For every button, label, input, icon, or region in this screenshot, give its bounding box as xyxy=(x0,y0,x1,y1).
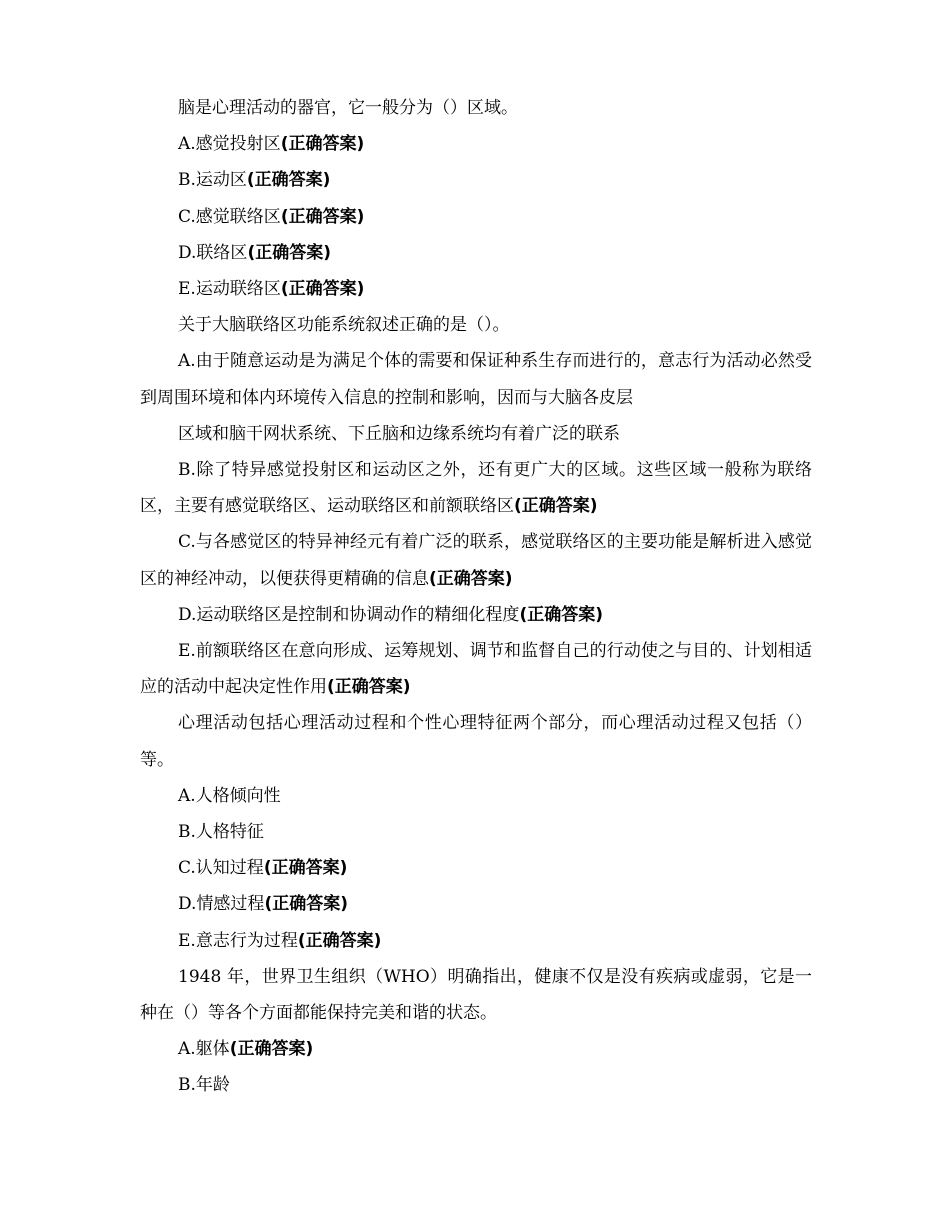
option-e: E.意志行为过程(正确答案) xyxy=(178,930,382,951)
option-a-continuation: 区域和脑干网状系统、下丘脑和边缘系统均有着广泛的联系 xyxy=(178,423,620,444)
option-d: D.运动联络区是控制和协调动作的精细化程度(正确答案) xyxy=(178,604,603,625)
option-b: B.运动区(正确答案) xyxy=(178,170,331,191)
option-d: D.情感过程(正确答案) xyxy=(178,894,348,915)
correct-answer-tag: (正确答案) xyxy=(519,604,603,625)
option-c: C.感觉联络区(正确答案) xyxy=(178,206,365,227)
correct-answer-tag: (正确答案) xyxy=(280,134,365,155)
question-stem: 脑是心理活动的器官，它一般分为（）区域。 xyxy=(178,98,518,118)
option-c: C.与各感觉区的特异神经元有着广泛的联系，感觉联络区的主要功能是解析进入感觉区的神经冲动，以便获得更精确的信息(正确答案) xyxy=(140,532,812,589)
question-stem: 关于大脑联络区功能系统叙述正确的是（）。 xyxy=(178,315,510,336)
correct-answer-tag: (正确答案) xyxy=(264,894,348,915)
option-a: A.由于随意运动是为满足个体的需要和保证种系生存而进行的，意志行为活动必然受到周围环境和体内环境传入信息的控制和影响，因而与大脑各皮层 xyxy=(140,351,812,408)
question-stem: 心理活动包括心理活动过程和个性心理特征两个部分，而心理活动过程又包括（）等。 xyxy=(140,713,812,770)
correct-answer-tag: (正确答案) xyxy=(297,930,382,951)
option-b: B.除了特异感觉投射区和运动区之外，还有更广大的区域。这些区域一般称为联络区，主要有感觉联络区、运动联络区和前额联络区(正确答案) xyxy=(140,460,812,517)
option-a: A.感觉投射区(正确答案) xyxy=(178,134,365,155)
correct-answer-tag: (正确答案) xyxy=(263,858,348,879)
question-stem: 1948 年，世界卫生组织（WHO）明确指出，健康不仅是没有疾病或虚弱，它是一种在（）等各个方面都能保持完美和谐的状态。 xyxy=(140,966,812,1024)
option-a: A.人格倾向性 xyxy=(178,785,281,806)
correct-answer-tag: (正确答案) xyxy=(247,242,331,263)
document-body xyxy=(140,90,812,1104)
option-b: B.人格特征 xyxy=(178,822,264,843)
option-b: B.年龄 xyxy=(178,1075,230,1096)
option-e: E.前额联络区在意向形成、运筹规划、调节和监督自己的行动使之与目的、计划相适应的活动中起决定性作用(正确答案) xyxy=(140,641,812,698)
correct-answer-tag: (正确答案) xyxy=(229,1039,314,1060)
option-e: E.运动联络区(正确答案) xyxy=(178,279,365,300)
option-a: A.躯体(正确答案) xyxy=(178,1039,314,1060)
correct-answer-tag: (正确答案) xyxy=(280,279,365,300)
option-c: C.认知过程(正确答案) xyxy=(178,858,348,879)
correct-answer-tag: (正确答案) xyxy=(514,496,598,517)
correct-answer-tag: (正确答案) xyxy=(327,677,411,698)
correct-answer-tag: (正确答案) xyxy=(429,568,513,589)
option-d: D.联络区(正确答案) xyxy=(178,242,331,263)
correct-answer-tag: (正确答案) xyxy=(280,206,365,227)
correct-answer-tag: (正确答案) xyxy=(246,170,331,191)
